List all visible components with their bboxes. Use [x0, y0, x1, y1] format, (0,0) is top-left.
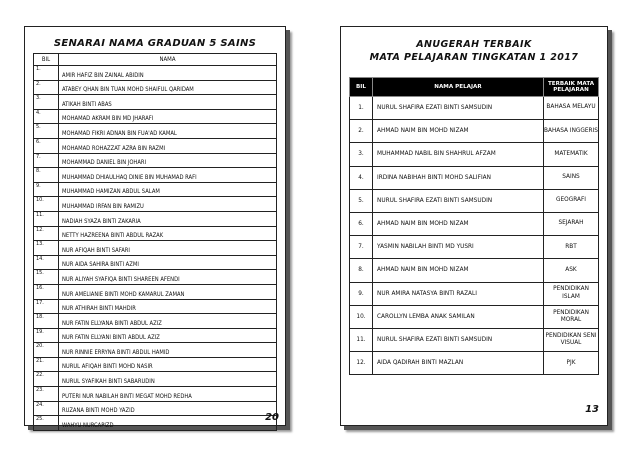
- row-nama: PUTERI NUR NABILAH BINTI MEGAT MOHD REDHA: [59, 387, 277, 402]
- row-bil: 11.: [350, 328, 373, 351]
- anugerah-row: [350, 305, 599, 328]
- row-bil: 23.: [34, 387, 59, 402]
- row-mata-pelajaran: BAHASA MELAYU: [544, 97, 599, 120]
- row-bil: 20.: [34, 343, 59, 358]
- row-bil: 24.: [34, 401, 59, 416]
- graduan-row: [34, 95, 277, 110]
- row-bil: 11.: [34, 211, 59, 226]
- row-mata-pelajaran: PENDIDIKAN SENI VISUAL: [544, 328, 599, 351]
- graduan-row: [34, 241, 277, 256]
- header-nama-pelajar: NAMA PELAJAR: [373, 78, 544, 97]
- graduan-row: [34, 182, 277, 197]
- row-mata-pelajaran: SEJARAH: [544, 212, 599, 235]
- row-bil: 9.: [34, 182, 59, 197]
- row-bil: 13.: [34, 241, 59, 256]
- row-nama: NETTY HAZREENA BINTI ABDUL RAZAK: [59, 226, 277, 241]
- graduan-row: [34, 343, 277, 358]
- row-nama: NUR AFIQAH BINTI SAFARI: [59, 241, 277, 256]
- header-bil: BIL: [34, 54, 59, 66]
- row-nama-pelajar: IRDINA NABIHAH BINTI MOHD SALIFIAN: [373, 166, 544, 189]
- row-nama-pelajar: NURUL SHAFIRA EZATI BINTI SAMSUDIN: [373, 97, 544, 120]
- row-bil: 8.: [350, 259, 373, 282]
- anugerah-row: [350, 97, 599, 120]
- graduan-table: [33, 53, 277, 431]
- row-bil: 22.: [34, 372, 59, 387]
- anugerah-row: [350, 236, 599, 259]
- anugerah-row: [350, 259, 599, 282]
- row-nama: NUR AMELIANIE BINTI MOHD KAMARUL ZAMAN: [59, 284, 277, 299]
- row-mata-pelajaran: SAINS: [544, 166, 599, 189]
- row-nama-pelajar: CAROLLYN LEMBA ANAK SAMILAN: [373, 305, 544, 328]
- anugerah-row: [350, 212, 599, 235]
- anugerah-table-header: [350, 78, 599, 97]
- row-bil: 6.: [350, 212, 373, 235]
- left-page-title: SENARAI NAMA GRADUAN 5 SAINS: [53, 38, 257, 49]
- graduan-row: [34, 109, 277, 124]
- graduan-row: [34, 66, 277, 81]
- anugerah-row: [350, 166, 599, 189]
- anugerah-table: [349, 77, 599, 375]
- row-nama-pelajar: NURUL SHAFIRA EZATI BINTI SAMSUDIN: [373, 189, 544, 212]
- row-nama: MOHAMAD AKRAM BIN MD JHARAFI: [59, 109, 277, 124]
- graduan-row: [34, 387, 277, 402]
- row-nama: NADIAH SYAZA BINTI ZAKARIA: [59, 211, 277, 226]
- row-bil: 2.: [350, 120, 373, 143]
- row-bil: 19.: [34, 328, 59, 343]
- graduan-row: [34, 372, 277, 387]
- row-bil: 17.: [34, 299, 59, 314]
- graduan-row: [34, 284, 277, 299]
- row-nama: WAHYU NURCAPIZD: [59, 416, 277, 431]
- row-bil: 6.: [34, 138, 59, 153]
- graduan-row: [34, 416, 277, 431]
- row-bil: 1.: [34, 66, 59, 81]
- anugerah-row: [350, 189, 599, 212]
- row-nama-pelajar: YASMIN NABILAH BINTI MD YUSRI: [373, 236, 544, 259]
- graduan-row: [34, 153, 277, 168]
- row-bil: 7.: [350, 236, 373, 259]
- graduan-table-header: [34, 54, 277, 66]
- row-bil: 2.: [34, 80, 59, 95]
- row-bil: 5.: [350, 189, 373, 212]
- row-nama: RUZANA BINTI MOHD YAZID: [59, 401, 277, 416]
- row-bil: 4.: [350, 166, 373, 189]
- left-page: [24, 26, 286, 429]
- graduan-row: [34, 226, 277, 241]
- header-bil: BIL: [350, 78, 373, 97]
- row-nama: NUR AIDA SAHIRA BINTI AZMI: [59, 255, 277, 270]
- row-bil: 18.: [34, 314, 59, 329]
- right-page-title-line1: ANUGERAH TERBAIK: [416, 39, 532, 50]
- row-nama-pelajar: MUHAMMAD NABIL BIN SHAHRUL AFZAM: [373, 143, 544, 166]
- row-nama: NUR RINNIE ERRYNA BINTI ABDUL HAMID: [59, 343, 277, 358]
- row-nama: ATIKAH BINTI ABAS: [59, 95, 277, 110]
- row-bil: 3.: [34, 95, 59, 110]
- row-bil: 4.: [34, 109, 59, 124]
- row-bil: 9.: [350, 282, 373, 305]
- anugerah-row: [350, 282, 599, 305]
- graduan-row: [34, 211, 277, 226]
- graduan-row: [34, 357, 277, 372]
- row-nama-pelajar: AHMAD NAIM BIN MOHD NIZAM: [373, 212, 544, 235]
- row-nama-pelajar: AHMAD NAIM BIN MOHD NIZAM: [373, 259, 544, 282]
- right-page-title-line2: MATA PELAJARAN TINGKATAN 1 2017: [369, 52, 579, 63]
- row-nama-pelajar: NUR AMIRA NATASYA BINTI RAZALI: [373, 282, 544, 305]
- right-page: [340, 26, 608, 426]
- row-bil: 21.: [34, 357, 59, 372]
- header-nama: NAMA: [59, 54, 277, 66]
- row-bil: 1.: [350, 97, 373, 120]
- graduan-row: [34, 328, 277, 343]
- row-nama: MUHAMMAD DHIAULHAQ DINIE BIN MUHAMAD RAFI: [59, 168, 277, 183]
- graduan-row: [34, 138, 277, 153]
- row-nama: NUR ATHIRAH BINTI MAHDIR: [59, 299, 277, 314]
- row-nama: NUR FATIN ELLYANI BINTI ABDUL AZIZ: [59, 328, 277, 343]
- graduan-row: [34, 80, 277, 95]
- row-mata-pelajaran: BAHASA INGGERIS: [544, 120, 599, 143]
- row-bil: 15.: [34, 270, 59, 285]
- row-nama: MUHAMMAD HAMIZAN ABDUL SALAM: [59, 182, 277, 197]
- row-nama: MUHAMMAD IRFAN BIN RAMIZU: [59, 197, 277, 212]
- row-mata-pelajaran: ASK: [544, 259, 599, 282]
- right-page-number: 13: [585, 404, 599, 415]
- row-nama: MOHAMAD ROHAZZAT AZRA BIN RAZMI: [59, 138, 277, 153]
- row-nama: AMIR HAFIZ BIN ZAINAL ABIDIN: [59, 66, 277, 81]
- row-nama-pelajar: NURUL SHAFIRA EZATI BINTI SAMSUDIN: [373, 328, 544, 351]
- row-bil: 10.: [34, 197, 59, 212]
- row-mata-pelajaran: GEOGRAFI: [544, 189, 599, 212]
- row-nama: MOHAMMAD DANIEL BIN JOHARI: [59, 153, 277, 168]
- left-page-number: 20: [265, 412, 279, 423]
- row-mata-pelajaran: PENDIDIKAN ISLAM: [544, 282, 599, 305]
- row-nama: ATABEY QHAN BIN TUAN MOHD SHAIFUL QARIDAM: [59, 80, 277, 95]
- graduan-row: [34, 197, 277, 212]
- graduan-row: [34, 270, 277, 285]
- row-nama: NUR FATIN ELLYANA BINTI ABDUL AZIZ: [59, 314, 277, 329]
- row-bil: 5.: [34, 124, 59, 139]
- row-bil: 12.: [350, 352, 373, 375]
- anugerah-row: [350, 328, 599, 351]
- row-mata-pelajaran: MATEMATIK: [544, 143, 599, 166]
- graduan-row: [34, 255, 277, 270]
- row-nama: NURUL SYAFIKAH BINTI SABARUDIN: [59, 372, 277, 387]
- row-bil: 16.: [34, 284, 59, 299]
- row-mata-pelajaran: PJK: [544, 352, 599, 375]
- row-mata-pelajaran: RBT: [544, 236, 599, 259]
- anugerah-row: [350, 143, 599, 166]
- row-nama-pelajar: AHMAD NAIM BIN MOHD NIZAM: [373, 120, 544, 143]
- row-bil: 8.: [34, 168, 59, 183]
- row-nama: MOHAMAD FIKRI ADNAN BIN FUA'AD KAMAL: [59, 124, 277, 139]
- row-bil: 7.: [34, 153, 59, 168]
- anugerah-row: [350, 352, 599, 375]
- row-bil: 10.: [350, 305, 373, 328]
- graduan-row: [34, 124, 277, 139]
- row-nama-pelajar: AIDA QADIRAH BINTI MAZLAN: [373, 352, 544, 375]
- header-terbaik-mata-pelajaran: TERBAIK MATA PELAJARAN: [544, 78, 599, 97]
- row-nama: NURUL AFIQAH BINTI MOHD NASIR: [59, 357, 277, 372]
- graduan-row: [34, 168, 277, 183]
- graduan-row: [34, 314, 277, 329]
- anugerah-row: [350, 120, 599, 143]
- row-bil: 14.: [34, 255, 59, 270]
- graduan-row: [34, 299, 277, 314]
- graduan-row: [34, 401, 277, 416]
- row-bil: 12.: [34, 226, 59, 241]
- row-bil: 3.: [350, 143, 373, 166]
- row-bil: 25.: [34, 416, 59, 431]
- row-mata-pelajaran: PENDIDIKAN MORAL: [544, 305, 599, 328]
- row-nama: NUR ALIYAH SYAFIQA BINTI SHAREEN AFENDI: [59, 270, 277, 285]
